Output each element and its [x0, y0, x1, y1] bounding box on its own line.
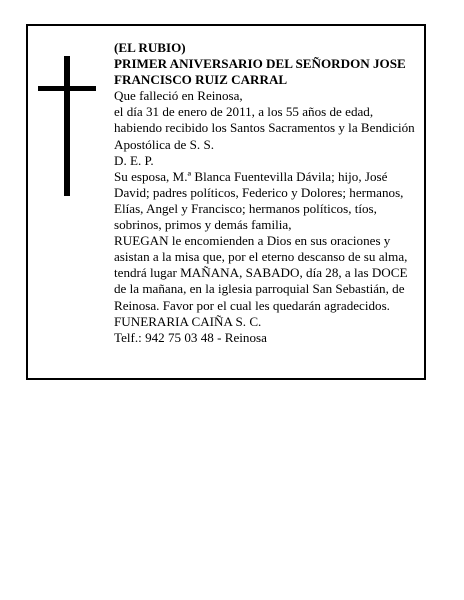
death-details: el día 31 de enero de 2011, a los 55 años de edad, habiendo recibido los Santos Sacramentos y la Bendición Apostólica de S. S.	[114, 104, 415, 152]
place-of-death: Que falleció en Reinosa,	[114, 88, 243, 104]
deceased-nickname: (EL RUBIO)	[114, 40, 186, 55]
rest-in-peace: D. E. P.	[114, 152, 154, 168]
funeral-home-name: FUNERARIA CAIÑA S. C.	[114, 313, 262, 329]
notice-title: PRIMER ANIVERSARIO DEL SEÑORDON JOSE FRANCISCO RUIZ CARRAL	[114, 56, 406, 88]
cross-icon	[38, 56, 96, 196]
mass-request: RUEGAN le encomienden a Dios en sus oraciones y asistan a la misa que, por el eterno descanso de su alma, tendrá lugar MAÑANA, SABADO, día 28, a las DOCE de la mañana, en la iglesia parroquial San Sebastián, de Reinosa. Favor por el cual les quedarán agradecidos.	[114, 233, 408, 313]
obituary-text-block	[114, 40, 422, 346]
funeral-home-phone: Telf.: 942 75 03 48 - Reinosa	[114, 329, 267, 345]
cross-vertical-bar	[64, 56, 70, 196]
family-members: Su esposa, M.ª Blanca Fuentevilla Dávila; hijo, José David; padres políticos, Federico y Dolores; hermanos, Elías, Angel y Francisco; hermanos políticos, tíos, sobrinos, primos y demás familia,	[114, 168, 404, 233]
cross-horizontal-bar	[38, 86, 96, 91]
